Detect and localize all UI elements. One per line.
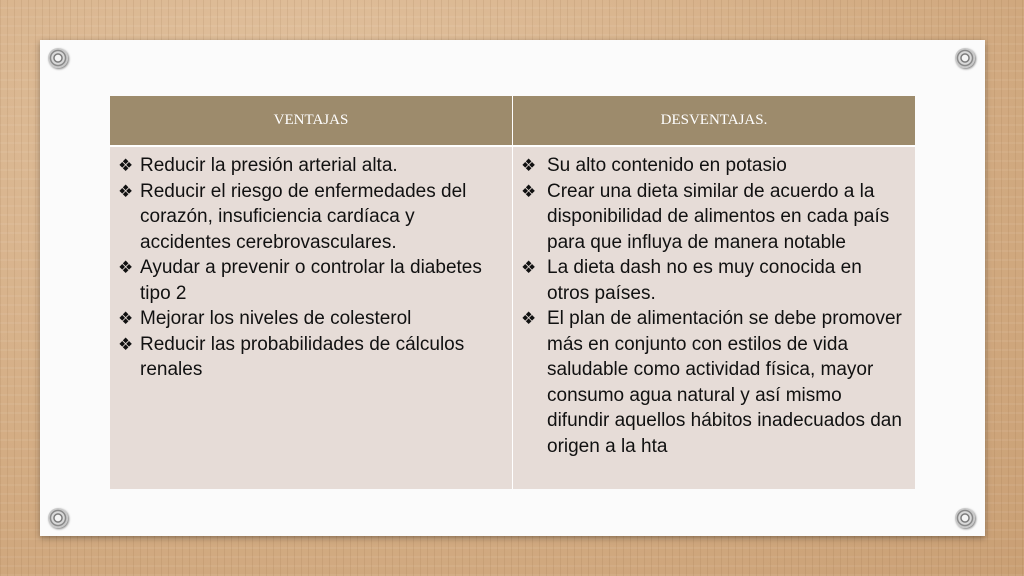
desventajas-item-text: Su alto contenido en potasio — [547, 155, 787, 176]
pushpin-icon — [48, 48, 68, 68]
desventajas-item — [521, 153, 907, 179]
diamond-bullet-icon: ❖ — [521, 258, 537, 277]
diamond-bullet-icon: ❖ — [521, 156, 537, 175]
pushpin-icon — [48, 508, 68, 528]
desventajas-item-text: El plan de alimentación se debe promover más en conjunto con estilos de vida saludable como actividad física, mayor consumo agua natural y así mismo difundir aquellos hábitos inadecuados dan origen a la hta — [547, 308, 902, 457]
pushpin-icon — [955, 508, 975, 528]
ventajas-item — [118, 306, 504, 332]
diamond-bullet-icon: ❖ — [118, 309, 134, 328]
header-desventajas: DESVENTAJAS. — [513, 96, 915, 147]
desventajas-list — [521, 153, 907, 459]
ventajas-item-text: Reducir las probabilidades de cálculos renales — [140, 333, 465, 380]
desventajas-item-text: La dieta dash no es muy conocida en otros países. — [547, 257, 862, 304]
ventajas-item-text: Ayudar a prevenir o controlar la diabetes tipo 2 — [140, 257, 482, 304]
diamond-bullet-icon: ❖ — [118, 181, 134, 201]
desventajas-item-text: Crear una dieta similar de acuerdo a la disponibilidad de alimentos en cada país para que influya de manera notable — [547, 180, 890, 253]
ventajas-item-text: Reducir el riesgo de enfermedades del corazón, insuficiencia cardíaca y accidentes cerebrovasculares. — [140, 180, 467, 253]
desventajas-item — [521, 255, 907, 306]
ventajas-item — [118, 179, 504, 256]
ventajas-item-text: Mejorar los niveles de colesterol — [140, 308, 412, 329]
pushpin-icon — [955, 48, 975, 68]
cell-desventajas — [513, 147, 915, 489]
ventajas-item — [118, 255, 504, 306]
ventajas-list — [118, 153, 504, 383]
header-ventajas: VENTAJAS — [110, 96, 513, 147]
cell-ventajas — [110, 147, 513, 489]
desventajas-item — [521, 306, 907, 459]
diamond-bullet-icon: ❖ — [521, 181, 537, 201]
diamond-bullet-icon: ❖ — [118, 156, 134, 175]
diamond-bullet-icon: ❖ — [521, 309, 537, 328]
ventajas-item — [118, 332, 504, 383]
comparison-table — [110, 96, 915, 489]
ventajas-item — [118, 153, 504, 179]
diamond-bullet-icon: ❖ — [118, 258, 134, 277]
diamond-bullet-icon: ❖ — [118, 334, 134, 354]
ventajas-item-text: Reducir la presión arterial alta. — [140, 155, 398, 176]
desventajas-item — [521, 179, 907, 256]
